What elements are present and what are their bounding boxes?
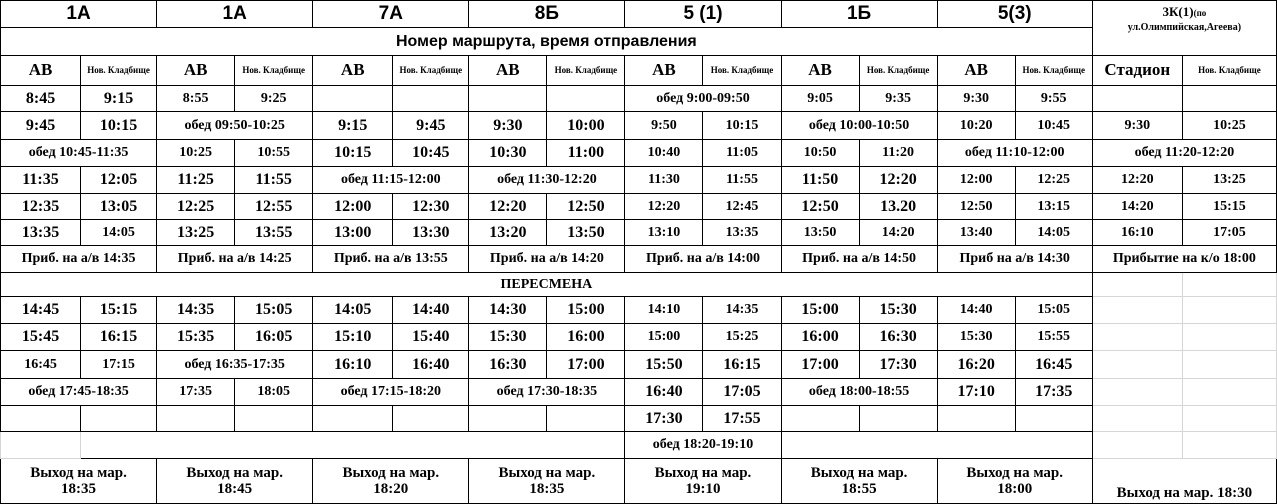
lunch-cell: обед 17:30-18:35 [469, 379, 625, 406]
lunch-cell: обед 11:15-12:00 [313, 167, 469, 194]
time-cell: 9:55 [1015, 86, 1092, 112]
time-cell: 12:20 [1092, 167, 1182, 194]
empty-cell [781, 432, 1092, 459]
time-cell: 10:15 [81, 112, 157, 140]
time-cell: 15:30 [469, 324, 547, 351]
time-cell: 13:10 [625, 220, 703, 246]
time-cell: 15:05 [1015, 297, 1092, 324]
table-row [1, 406, 1277, 432]
empty-cell [157, 406, 235, 432]
time-cell: 13:25 [157, 220, 235, 246]
stop-av: АВ [937, 56, 1015, 86]
empty-cell [313, 86, 393, 112]
lunch-cell: обед 17:15-18:20 [313, 379, 469, 406]
time-cell: 14:40 [937, 297, 1015, 324]
exit-cell-3k: Выход на мар. 18:30 [1092, 459, 1276, 504]
empty-cell [1092, 297, 1182, 324]
stop-av: АВ [781, 56, 859, 86]
empty-cell [1182, 273, 1276, 297]
route-3k-note-bottom: ул.Олимпийская,Агеева) [1127, 22, 1242, 34]
time-cell: 15:55 [1015, 324, 1092, 351]
time-cell: 15:10 [313, 324, 393, 351]
exit-time: 18:00 [997, 481, 1033, 497]
empty-cell [469, 86, 547, 112]
exit-label: Выход на мар. [186, 464, 283, 481]
arrival-cell: Приб. на а/в 14:50 [781, 246, 937, 273]
time-cell: 11:55 [235, 167, 313, 194]
empty-cell [1092, 379, 1182, 406]
lunch-cell: обед 11:10-12:00 [937, 140, 1092, 167]
time-cell: 16:40 [625, 379, 703, 406]
time-cell: 11:55 [703, 167, 781, 194]
exit-row [1, 459, 1277, 504]
stop-nk: Нов. Кладбище [703, 56, 781, 86]
arrival-cell: Приб. на а/в 14:25 [157, 246, 313, 273]
time-cell: 17:35 [157, 379, 235, 406]
time-cell: 17:15 [81, 351, 157, 379]
time-cell: 17:05 [1182, 220, 1276, 246]
table-row [1, 432, 1277, 459]
time-cell: 10:30 [469, 140, 547, 167]
time-cell: 13:15 [1015, 194, 1092, 220]
empty-cell [1092, 432, 1182, 459]
time-cell: 12:20 [625, 194, 703, 220]
time-cell: 17:30 [859, 351, 937, 379]
time-cell: 15:15 [81, 297, 157, 324]
time-cell: 17:00 [547, 351, 625, 379]
time-cell: 10:45 [1015, 112, 1092, 140]
time-cell: 9:50 [625, 112, 703, 140]
stop-av: АВ [157, 56, 235, 86]
stop-av: АВ [313, 56, 393, 86]
empty-cell [81, 406, 157, 432]
time-cell: 9:30 [1092, 112, 1182, 140]
time-cell: 14:35 [703, 297, 781, 324]
time-cell: 15:30 [859, 297, 937, 324]
empty-cell [81, 432, 625, 459]
time-cell: 9:15 [313, 112, 393, 140]
time-cell: 13:50 [781, 220, 859, 246]
time-cell: 11:35 [1, 167, 81, 194]
lunch-cell: обед 10:45-11:35 [1, 140, 157, 167]
time-cell: 14:45 [1, 297, 81, 324]
time-cell: 16:45 [1, 351, 81, 379]
table-row [1, 220, 1277, 246]
stop-av: АВ [469, 56, 547, 86]
exit-label: Выход на мар. [654, 464, 752, 481]
time-cell: 12:00 [313, 194, 393, 220]
time-cell: 10:45 [393, 140, 469, 167]
time-cell: 13:50 [547, 220, 625, 246]
time-cell: 13:35 [1, 220, 81, 246]
time-cell: 16:00 [547, 324, 625, 351]
empty-cell [1182, 432, 1276, 459]
empty-cell [1182, 324, 1276, 351]
time-cell: 13:00 [313, 220, 393, 246]
shift-label: ПЕРЕСМЕНА [1, 273, 1093, 297]
time-cell: 15:00 [625, 324, 703, 351]
table-row [1, 379, 1277, 406]
time-cell: 17:35 [1015, 379, 1092, 406]
exit-label: Выход на мар. [342, 464, 440, 481]
time-cell: 17:05 [703, 379, 781, 406]
time-cell: 16:10 [1092, 220, 1182, 246]
time-cell: 12:00 [937, 167, 1015, 194]
time-cell: 12:45 [703, 194, 781, 220]
exit-cell [625, 459, 781, 504]
exit-time: 18:55 [841, 481, 877, 497]
exit-cell [313, 459, 469, 504]
empty-cell [781, 406, 859, 432]
time-cell: 10:15 [313, 140, 393, 167]
exit-time: 18:35 [529, 481, 565, 497]
route-header: 1А [1, 1, 157, 28]
time-cell: 12:50 [781, 194, 859, 220]
route-3k-main: 3К(1) [1162, 4, 1194, 19]
empty-cell [1, 432, 81, 459]
table-row [1, 194, 1277, 220]
time-cell: 17:30 [625, 406, 703, 432]
stop-nk: Нов. Кладбище [1015, 56, 1092, 86]
time-cell: 10:20 [937, 112, 1015, 140]
time-cell: 16:15 [81, 324, 157, 351]
routes-row [1, 1, 1277, 28]
lunch-cell: обед 16:35-17:35 [157, 351, 313, 379]
time-cell: 12:25 [1015, 167, 1092, 194]
time-cell: 13:55 [235, 220, 313, 246]
stop-stadion: Стадион [1092, 56, 1182, 86]
route-header: 1А [157, 1, 313, 28]
time-cell: 16:20 [937, 351, 1015, 379]
time-cell: 16:40 [393, 351, 469, 379]
table-row [1, 86, 1277, 112]
stop-nk: Нов. Кладбище [547, 56, 625, 86]
lunch-cell: обед 11:30-12:20 [469, 167, 625, 194]
exit-time: 18:20 [373, 481, 409, 497]
table-row [1, 167, 1277, 194]
time-cell: 11:05 [703, 140, 781, 167]
exit-cell [157, 459, 313, 504]
time-cell: 13.20 [859, 194, 937, 220]
time-cell: 11:25 [157, 167, 235, 194]
time-cell: 16:00 [781, 324, 859, 351]
empty-cell [1182, 379, 1276, 406]
exit-time: 18:35 [61, 481, 97, 497]
time-cell: 8:45 [1, 86, 81, 112]
time-cell: 14:05 [81, 220, 157, 246]
exit-label: Выход на мар. [30, 464, 127, 481]
empty-cell [1092, 351, 1182, 379]
lunch-cell: обед 18:00-18:55 [781, 379, 937, 406]
time-cell: 15:40 [393, 324, 469, 351]
empty-cell [393, 406, 469, 432]
empty-cell [937, 406, 1015, 432]
route-header: 7А [313, 1, 469, 28]
route-header: 1Б [781, 1, 937, 28]
time-cell: 15:00 [781, 297, 859, 324]
stop-av: АВ [625, 56, 703, 86]
time-cell: 11:30 [625, 167, 703, 194]
time-cell: 15:45 [1, 324, 81, 351]
time-cell: 13:05 [81, 194, 157, 220]
time-cell: 12:50 [937, 194, 1015, 220]
lunch-cell: обед 10:00-10:50 [781, 112, 937, 140]
time-cell: 9:45 [393, 112, 469, 140]
time-cell: 9:25 [235, 86, 313, 112]
route-header: 8Б [469, 1, 625, 28]
time-cell: 9:30 [937, 86, 1015, 112]
time-cell: 16:30 [469, 351, 547, 379]
exit-cell [937, 459, 1092, 504]
stop-nk: Нов. Кладбище [235, 56, 313, 86]
empty-cell [1092, 406, 1182, 432]
empty-cell [547, 406, 625, 432]
time-cell: 10:25 [157, 140, 235, 167]
stop-nk: Нов. Кладбище [81, 56, 157, 86]
time-cell: 12:25 [157, 194, 235, 220]
empty-cell [547, 86, 625, 112]
time-cell: 13:25 [1182, 167, 1276, 194]
time-cell: 14:05 [1015, 220, 1092, 246]
time-cell: 9:30 [469, 112, 547, 140]
lunch-cell: обед 18:20-19:10 [625, 432, 781, 459]
empty-cell [1092, 324, 1182, 351]
arrival-row [1, 246, 1277, 273]
time-cell: 14:35 [157, 297, 235, 324]
table-row [1, 324, 1277, 351]
table-row [1, 351, 1277, 379]
table-title: Номер маршрута, время отправления [1, 28, 1093, 56]
time-cell: 18:05 [235, 379, 313, 406]
exit-label: Выход на мар. [498, 464, 596, 481]
time-cell: 14:10 [625, 297, 703, 324]
title-row [1, 28, 1277, 56]
route-header: 5(3) [937, 1, 1092, 28]
time-cell: 10:15 [703, 112, 781, 140]
arrival-cell: Приб. на а/в 14:00 [625, 246, 781, 273]
exit-label: Выход на мар. [966, 464, 1064, 481]
time-cell: 16:05 [235, 324, 313, 351]
time-cell: 16:45 [1015, 351, 1092, 379]
time-cell: 12:35 [1, 194, 81, 220]
empty-cell [1092, 86, 1182, 112]
time-cell: 10:00 [547, 112, 625, 140]
empty-cell [235, 406, 313, 432]
time-cell: 15:30 [937, 324, 1015, 351]
stop-av: АВ [1, 56, 81, 86]
exit-time: 19:10 [685, 481, 721, 497]
time-cell: 12:20 [859, 167, 937, 194]
time-cell: 8:55 [157, 86, 235, 112]
time-cell: 15:35 [157, 324, 235, 351]
stop-nk: Нов. Кладбище [1182, 56, 1276, 86]
time-cell: 9:05 [781, 86, 859, 112]
time-cell: 15:25 [703, 324, 781, 351]
empty-cell [1182, 351, 1276, 379]
time-cell: 13:20 [469, 220, 547, 246]
time-cell: 17:55 [703, 406, 781, 432]
empty-cell [1, 406, 81, 432]
table-row [1, 297, 1277, 324]
time-cell: 11:20 [859, 140, 937, 167]
time-cell: 12:55 [235, 194, 313, 220]
time-cell: 12:05 [81, 167, 157, 194]
table-row [1, 112, 1277, 140]
time-cell: 15:05 [235, 297, 313, 324]
time-cell: 13:40 [937, 220, 1015, 246]
time-cell: 10:50 [781, 140, 859, 167]
time-cell: 12:30 [393, 194, 469, 220]
exit-label: Выход на мар. [810, 464, 908, 481]
stops-row [1, 56, 1277, 86]
time-cell: 14:20 [859, 220, 937, 246]
empty-cell [1015, 406, 1092, 432]
time-cell: 10:25 [1182, 112, 1276, 140]
empty-cell [1182, 406, 1276, 432]
arrival-cell: Приб. на а/в 14:20 [469, 246, 625, 273]
time-cell: 11:50 [781, 167, 859, 194]
time-cell: 16:30 [859, 324, 937, 351]
table-row [1, 140, 1277, 167]
empty-cell [393, 86, 469, 112]
shift-row [1, 273, 1277, 297]
time-cell: 16:15 [703, 351, 781, 379]
time-cell: 15:00 [547, 297, 625, 324]
arrival-cell: Приб. на а/в 13:55 [313, 246, 469, 273]
time-cell: 14:05 [313, 297, 393, 324]
lunch-cell: обед 9:00-09:50 [625, 86, 781, 112]
exit-time: 18:45 [217, 481, 253, 497]
time-cell: 13:35 [703, 220, 781, 246]
empty-cell [1092, 273, 1182, 297]
arrival-cell: Приб на а/в 14:30 [937, 246, 1092, 273]
empty-cell [469, 406, 547, 432]
stop-nk: Нов. Кладбище [393, 56, 469, 86]
time-cell: 9:45 [1, 112, 81, 140]
time-cell: 13:30 [393, 220, 469, 246]
time-cell: 14:40 [393, 297, 469, 324]
empty-cell [859, 406, 937, 432]
empty-cell [1182, 297, 1276, 324]
time-cell: 12:50 [547, 194, 625, 220]
time-cell: 15:50 [625, 351, 703, 379]
lunch-cell: обед 11:20-12:20 [1092, 140, 1276, 167]
time-cell: 17:00 [781, 351, 859, 379]
time-cell: 15:15 [1182, 194, 1276, 220]
arrival-cell: Прибытие на к/о 18:00 [1092, 246, 1276, 273]
exit-cell [469, 459, 625, 504]
exit-cell [781, 459, 937, 504]
time-cell: 10:40 [625, 140, 703, 167]
time-cell: 17:10 [937, 379, 1015, 406]
exit-cell [1, 459, 157, 504]
time-cell: 11:00 [547, 140, 625, 167]
route-header: 5 (1) [625, 1, 781, 28]
route-3k-note-top: (по [1193, 8, 1207, 18]
time-cell: 9:15 [81, 86, 157, 112]
arrival-cell: Приб. на а/в 14:35 [1, 246, 157, 273]
lunch-cell: обед 09:50-10:25 [157, 112, 313, 140]
lunch-cell: обед 17:45-18:35 [1, 379, 157, 406]
time-cell: 14:20 [1092, 194, 1182, 220]
empty-cell [1182, 86, 1276, 112]
time-cell: 12:20 [469, 194, 547, 220]
time-cell: 16:10 [313, 351, 393, 379]
time-cell: 14:30 [469, 297, 547, 324]
time-cell: 10:55 [235, 140, 313, 167]
time-cell: 9:35 [859, 86, 937, 112]
empty-cell [313, 406, 393, 432]
stop-nk: Нов. Кладбище [859, 56, 937, 86]
route-3k-header [1092, 1, 1276, 56]
